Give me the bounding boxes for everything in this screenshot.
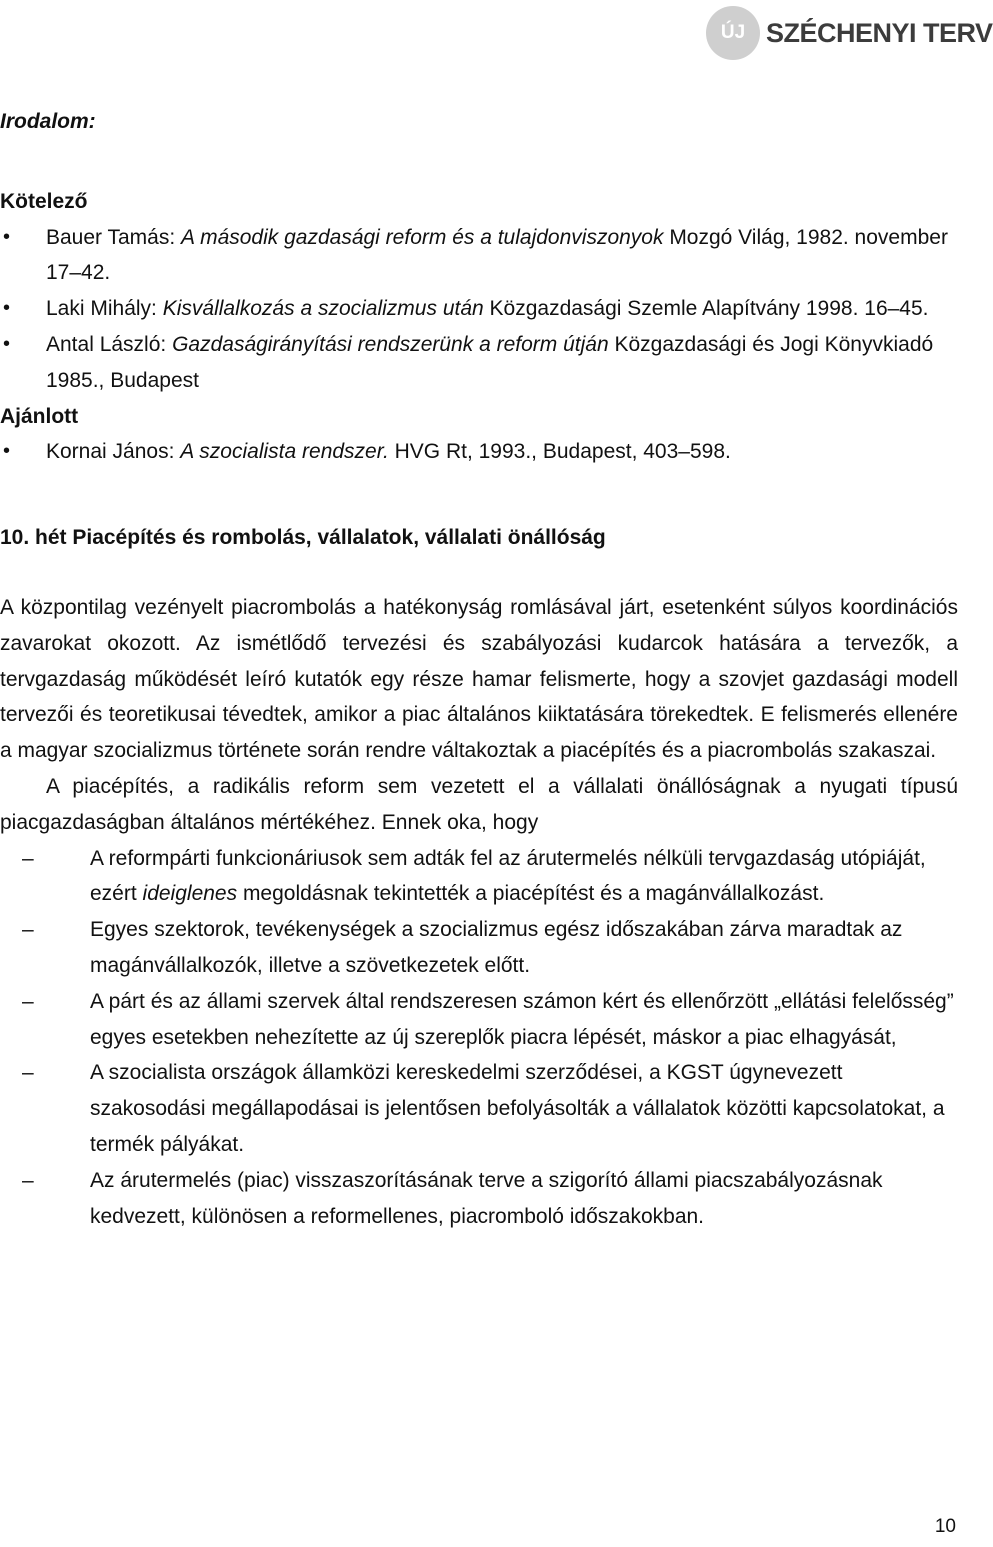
- list-item: – Egyes szektorok, tevékenységek a szocializmus egész időszakában zárva maradtak az magánvállalkozók, illetve a szövetkezetek előtt.: [22, 918, 903, 977]
- week-heading: 10. hét Piacépítés és rombolás, vállalatok, vállalati önállóság: [0, 526, 606, 550]
- logo-name: SZÉCHENYI TERV: [766, 18, 993, 48]
- recommended-label: Ajánlott: [0, 404, 79, 428]
- required-list: [0, 220, 958, 399]
- book-title: Gazdaságirányítási rendszerünk a reform útján: [172, 332, 609, 356]
- list-item: – Az árutermelés (piac) visszaszorításának terve a szigorító állami piacszabályozásnak kedvezett, különösen a reformellenes, piacromboló időszakokban.: [22, 1168, 883, 1228]
- document-body: [0, 104, 958, 1234]
- szechenyi-terv-logo: [700, 6, 993, 62]
- list-item: • Antal László: Gazdaságirányítási rendszerünk a reform útján Közgazdasági és Jogi Könyvkiadó 1985., Budapest: [3, 332, 934, 392]
- list-item: – A párt és az állami szervek által rendszeresen számon kért és ellenőrzött „ellátási felelősség” egyes esetekben nehezítette az új szereplők piacra lépését, máskor a piac elhagyását,: [22, 989, 954, 1049]
- book-title: A szocialista rendszer.: [180, 440, 389, 464]
- required-label: Kötelező: [0, 189, 88, 213]
- list-item: – A reformpárti funkcionáriusok sem adták fel az árutermelés nélküli tervgazdaság utópiáját, ezért ideiglenes megoldásnak tekintették a piacépítést és a magánvállalkozást.: [22, 846, 926, 906]
- list-item: – A szocialista országok államközi kereskedelmi szerződései, a KGST úgynevezett szakosodási megállapodásai is jelentősen befolyásolták a vállalatok közötti kapcsolatokat, a termék pályákat.: [22, 1061, 945, 1156]
- list-item: • Laki Mihály: Kisvállalkozás a szocializmus után Közgazdasági Szemle Alapítvány 1998. 16–45.: [3, 297, 929, 321]
- book-title: A második gazdasági reform és a tulajdonviszonyok: [181, 225, 664, 249]
- emphasis: ideiglenes: [142, 882, 238, 906]
- reasons-list: [0, 841, 958, 1235]
- recommended-list: [0, 434, 958, 470]
- list-item: • Bauer Tamás: A második gazdasági reform és a tulajdonviszonyok Mozgó Világ, 1982. november 17–42.: [3, 225, 948, 285]
- literature-heading: Irodalom:: [0, 110, 96, 133]
- list-item: • Kornai János: A szocialista rendszer. HVG Rt, 1993., Budapest, 403–598.: [3, 440, 731, 464]
- logo-badge: ÚJ: [706, 6, 760, 60]
- page-number: 10: [934, 1516, 956, 1537]
- paragraph: A központilag vezényelt piacrombolás a hatékonyság romlásával járt, esetenként súlyos koordinációs zavarokat okozott. Az ismétlődő tervezési és szabályozási kudarcok hatására a tervezők, a tervgazdaság működését leíró kutatók egy része hamar felismerte, hogy a szovjet gazdasági modell tervezői és teoretikusai tévedtek, amikor a piac általános kiiktatására törekedtek. E felismerés ellenére a magyar szocializmus története során rendre váltakoztak a piacépítés és a piacrombolás szakaszai.: [0, 595, 958, 763]
- book-title: Kisvállalkozás a szocializmus után: [162, 297, 484, 321]
- paragraph: A piacépítés, a radikális reform sem vezetett el a vállalati önállóságnak a nyugati típusú piacgazdaságban általános mértékéhez. Ennek oka, hogy: [0, 774, 958, 834]
